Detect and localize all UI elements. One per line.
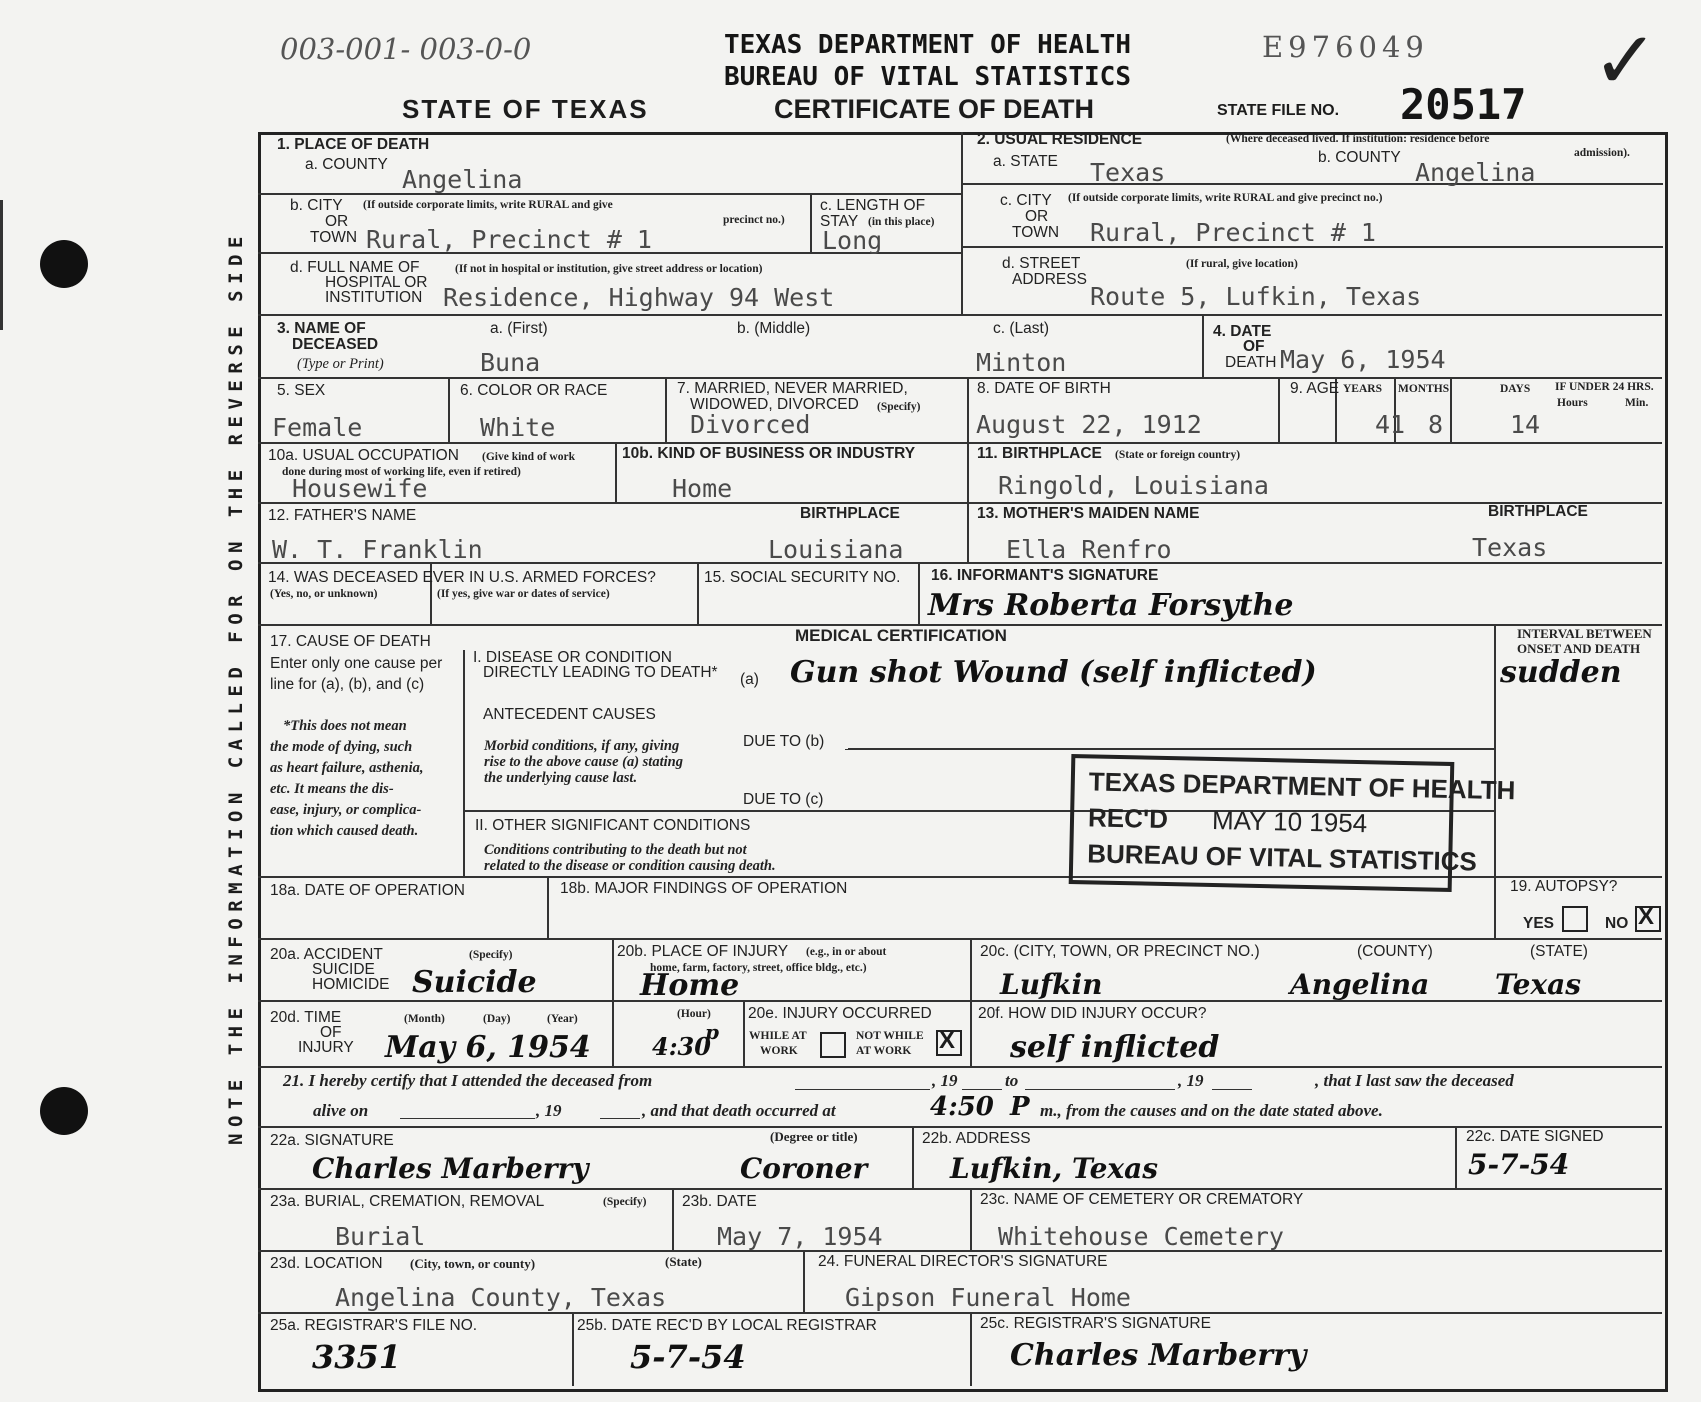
footnote2: the mode of dying, such xyxy=(270,739,413,755)
rule-v xyxy=(967,377,969,502)
autopsy-no-mark: X xyxy=(1638,903,1655,930)
label-father-bp: BIRTHPLACE xyxy=(800,505,900,522)
label-hour: (Hour) xyxy=(677,1008,711,1020)
label-res-state: a. STATE xyxy=(993,153,1058,170)
label-while-at: WHILE AT xyxy=(749,1030,807,1042)
cert-line-blank1 xyxy=(795,1089,930,1090)
stamp-recd-label: REC'D xyxy=(1087,802,1169,835)
label-street: d. STREET xyxy=(1002,255,1081,272)
armed-note2: (If yes, give war or dates of service) xyxy=(437,588,610,600)
rule xyxy=(258,193,961,195)
label-year: (Year) xyxy=(547,1013,578,1025)
check-mark-icon: ✓ xyxy=(1592,16,1660,105)
label-last: c. (Last) xyxy=(993,320,1049,337)
footnote5: ease, injury, or complica- xyxy=(270,802,422,818)
label-res-city: c. CITY xyxy=(1000,192,1052,209)
rule xyxy=(258,502,1662,504)
cert-line-blank4 xyxy=(1212,1089,1252,1090)
label-injury-state: (STATE) xyxy=(1530,943,1588,960)
cert-line-blank5 xyxy=(400,1118,535,1119)
label-place-of-death: 1. PLACE OF DEATH xyxy=(277,136,430,153)
label-autopsy: 19. AUTOPSY? xyxy=(1510,878,1618,895)
rule xyxy=(258,938,1662,940)
stamp-line3: BUREAU OF VITAL STATISTICS xyxy=(1087,838,1478,877)
label-middle: b. (Middle) xyxy=(737,320,811,337)
rule xyxy=(258,1312,1662,1314)
label-res-city-or: OR xyxy=(1025,208,1049,225)
injury-time-value: May 6, 1954 xyxy=(385,1030,591,1065)
label-hours: Hours xyxy=(1557,397,1588,409)
injury-county-value: Angelina xyxy=(1290,968,1430,1001)
label-disease-a: (a) xyxy=(740,671,759,688)
label-sex: 5. SEX xyxy=(277,382,326,399)
cert-line-blank6 xyxy=(600,1118,640,1119)
autopsy-yes-checkbox[interactable] xyxy=(1562,906,1588,932)
death-ampm-value: P xyxy=(1010,1092,1030,1122)
punch-hole-bottom xyxy=(40,1087,88,1135)
state-file-number: 20517 xyxy=(1400,80,1527,129)
label-marital-specify: (Specify) xyxy=(877,401,921,413)
label-stay: STAY xyxy=(820,213,859,230)
rule-v xyxy=(463,650,465,876)
rule xyxy=(258,1000,1662,1002)
injury-city-value: Lufkin xyxy=(1000,968,1103,1001)
label-disease1: I. DISEASE OR CONDITION xyxy=(473,649,672,666)
hospital-value: Residence, Highway 94 West xyxy=(443,283,835,312)
label-mother: 13. MOTHER'S MAIDEN NAME xyxy=(977,505,1200,522)
received-stamp xyxy=(1069,754,1516,892)
agency-line1: TEXAS DEPARTMENT OF HEALTH xyxy=(724,30,1131,60)
rule-v xyxy=(1450,377,1452,442)
stamp-line1: TEXAS DEPARTMENT OF HEALTH xyxy=(1088,766,1516,806)
age-months-value: 8 xyxy=(1428,410,1444,439)
label-registrar-file: 25a. REGISTRAR'S FILE NO. xyxy=(270,1317,478,1334)
rule-v xyxy=(547,876,549,938)
funeral-home-value: Gipson Funeral Home xyxy=(845,1283,1131,1312)
rule-v xyxy=(743,1000,745,1066)
sex-value: Female xyxy=(272,413,363,442)
rule xyxy=(963,183,1663,185)
label-county: a. COUNTY xyxy=(305,156,388,173)
rule xyxy=(258,1066,1662,1068)
label-other1: II. OTHER SIGNIFICANT CONDITIONS xyxy=(475,817,751,834)
label-month: (Month) xyxy=(404,1013,445,1025)
mother-name-value: Ella Renfro xyxy=(1006,535,1172,564)
label-registrar-signature: 25c. REGISTRAR'S SIGNATURE xyxy=(980,1315,1211,1332)
label-res-city-town: TOWN xyxy=(1012,224,1060,241)
punch-hole-top xyxy=(40,240,88,288)
street-note: (If rural, give location) xyxy=(1186,258,1298,270)
label-findings: 18b. MAJOR FINDINGS OF OPERATION xyxy=(560,880,848,897)
rule-v xyxy=(615,442,617,502)
age-years-value: 41 xyxy=(1375,410,1406,439)
disposition-value: Burial xyxy=(335,1222,426,1251)
label-industry: 10b. KIND OF BUSINESS OR INDUSTRY xyxy=(622,445,916,462)
footnote4: etc. It means the dis- xyxy=(270,781,394,797)
signer-address-value: Lufkin, Texas xyxy=(950,1152,1159,1185)
label-interval: INTERVAL BETWEEN xyxy=(1517,626,1652,641)
footnote1: *This does not mean xyxy=(283,718,407,734)
not-at-work-mark: X xyxy=(939,1027,956,1054)
label-city: b. CITY xyxy=(290,197,343,214)
informant-signature: Mrs Roberta Forsythe xyxy=(928,588,1294,623)
file-code-left: 003-001- 003-0-0 xyxy=(280,32,532,66)
res-state-value: Texas xyxy=(1090,158,1166,187)
res-county-value: Angelina xyxy=(1415,158,1536,187)
label-burial-specify: (Specify) xyxy=(603,1196,647,1208)
cert-occurred: , and that death occurred at xyxy=(642,1101,836,1120)
rule-v xyxy=(448,377,450,442)
label-date: 4. DATE xyxy=(1213,323,1272,340)
label-armed-forces: 14. WAS DECEASED EVER IN U.S. ARMED FORCES? xyxy=(268,569,656,586)
stay-length-value: Long xyxy=(822,226,883,255)
injury-place-value: Home xyxy=(640,968,740,1003)
rule xyxy=(258,314,1662,316)
city-note2: precinct no.) xyxy=(723,214,785,226)
label-marital: 7. MARRIED, NEVER MARRIED, xyxy=(677,380,908,397)
label-not-while: NOT WHILE xyxy=(856,1030,924,1042)
footnote3: as heart failure, asthenia, xyxy=(270,760,424,776)
label-length-of-stay: c. LENGTH OF xyxy=(820,197,926,214)
label-hospital3: INSTITUTION xyxy=(325,289,423,306)
signature-value: Charles Marberry xyxy=(312,1152,589,1185)
date-recd-value: 5-7-54 xyxy=(630,1338,746,1376)
date-of-birth-value: August 22, 1912 xyxy=(976,410,1202,439)
label-street2: ADDRESS xyxy=(1012,271,1087,288)
age-days-value: 14 xyxy=(1510,410,1541,439)
footnote6: tion which caused death. xyxy=(270,823,419,839)
occupation-note: (Give kind of work xyxy=(482,451,575,463)
label-injury-occurred: 20e. INJURY OCCURRED xyxy=(748,1005,932,1022)
injury-state-value: Texas xyxy=(1495,968,1582,1001)
label-how-injury: 20f. HOW DID INJURY OCCUR? xyxy=(978,1005,1207,1022)
morbid2: rise to the above cause (a) stating xyxy=(484,754,683,770)
label-hospital2: HOSPITAL OR xyxy=(325,274,428,291)
label-injury-city: 20c. (CITY, TOWN, OR PRECINCT NO.) xyxy=(980,943,1260,960)
label-min: Min. xyxy=(1625,397,1649,409)
label-place-injury: 20b. PLACE OF INJURY xyxy=(617,943,789,960)
rule-v xyxy=(970,1188,972,1250)
occupation-note2: done during most of working life, even if retired) xyxy=(282,466,521,478)
label-race: 6. COLOR OR RACE xyxy=(460,382,608,399)
marital-value: Divorced xyxy=(690,410,811,439)
label-under-24: IF UNDER 24 HRS. xyxy=(1555,381,1654,393)
registrar-file-value: 3351 xyxy=(312,1338,402,1376)
label-cemetery: 23c. NAME OF CEMETERY OR CREMATORY xyxy=(980,1191,1304,1208)
document-title: CERTIFICATE OF DEATH xyxy=(774,94,1094,124)
rule xyxy=(258,1126,1662,1128)
res-city-value: Rural, Precinct # 1 xyxy=(1090,218,1376,247)
interval-value: sudden xyxy=(1500,655,1622,690)
birthplace-note: (State or foreign country) xyxy=(1115,449,1241,461)
label-autopsy-yes: YES xyxy=(1523,915,1555,932)
death-county-value: Angelina xyxy=(402,165,523,194)
hospital-note: (If not in hospital or institution, give street address or location) xyxy=(455,263,763,275)
label-date-death: DEATH xyxy=(1225,354,1277,371)
rule-v xyxy=(665,377,667,442)
label-antecedent: ANTECEDENT CAUSES xyxy=(483,706,656,723)
rule-v xyxy=(672,1188,674,1250)
label-time-of: 20d. TIME xyxy=(270,1009,342,1026)
cert-19c: , 19 xyxy=(536,1101,562,1120)
cert-last: , that I last saw the deceased xyxy=(1315,1071,1514,1090)
manner-value: Suicide xyxy=(412,965,537,1000)
death-time-value: 4:50 xyxy=(930,1092,994,1122)
label-years: YEARS xyxy=(1343,383,1382,395)
morbid3: the underlying cause last. xyxy=(484,770,638,786)
stamp-recd-date: MAY 10 1954 xyxy=(1211,804,1368,839)
burial-location-value: Angelina County, Texas xyxy=(335,1283,667,1312)
label-due-b: DUE TO (b) xyxy=(743,733,825,750)
label-res-county: b. COUNTY xyxy=(1318,149,1401,166)
label-city-town: TOWN xyxy=(310,229,358,246)
cert-to: to xyxy=(1005,1071,1019,1090)
label-usual-residence: 2. USUAL RESIDENCE xyxy=(977,131,1143,148)
label-date-signed: 22c. DATE SIGNED xyxy=(1466,1128,1604,1145)
rule-v xyxy=(1278,377,1280,442)
rule-v xyxy=(970,1312,972,1386)
injury-hour-value: 4:30 xyxy=(652,1032,711,1061)
rule xyxy=(258,1250,1662,1252)
file-code-right: E976049 xyxy=(1262,30,1429,64)
injury-ampm-value: p xyxy=(705,1020,719,1044)
label-months: MONTHS xyxy=(1398,383,1450,395)
label-days: DAYS xyxy=(1500,383,1531,395)
label-homicide: HOMICIDE xyxy=(312,976,390,993)
place-injury-note2: home, farm, factory, street, office bldg., etc.) xyxy=(650,962,867,974)
rule-v xyxy=(961,132,963,314)
race-value: White xyxy=(480,413,556,442)
registrar-signature-value: Charles Marberry xyxy=(1010,1338,1307,1373)
cert-line-blank2 xyxy=(962,1089,1002,1090)
side-note: NOTE THE INFORMATION CALLED FOR ON THE REVERSE SIDE xyxy=(225,230,247,1145)
due-b-line xyxy=(845,749,1495,750)
label-at-work: AT WORK xyxy=(856,1045,912,1057)
res-street-value: Route 5, Lufkin, Texas xyxy=(1090,282,1422,311)
death-city-value: Rural, Precinct # 1 xyxy=(366,225,652,254)
label-deceased: DECEASED xyxy=(292,336,379,353)
label-name-of: 3. NAME OF xyxy=(277,320,366,337)
residence-note: (Where deceased lived. If institution: residence before xyxy=(1226,133,1490,145)
label-degree: (Degree or title) xyxy=(770,1129,858,1144)
occupation-value: Housewife xyxy=(292,474,428,503)
label-age: 9. AGE xyxy=(1290,380,1340,397)
cert-line-blank3 xyxy=(1025,1089,1175,1090)
label-type-or-print: (Type or Print) xyxy=(297,356,384,372)
signer-title-value: Coroner xyxy=(740,1152,868,1185)
label-city-or: OR xyxy=(325,213,349,230)
label-hospital: d. FULL NAME OF xyxy=(290,259,420,276)
cause-a-value: Gun shot Wound (self inflicted) xyxy=(790,655,1317,690)
first-name-value: Buna xyxy=(480,348,541,377)
how-injury-value: self inflicted xyxy=(1010,1030,1220,1065)
label-occupation: 10a. USUAL OCCUPATION xyxy=(268,447,459,464)
rule-v xyxy=(970,938,972,1066)
other2: Conditions contributing to the death but not xyxy=(484,842,747,858)
rule-v xyxy=(1455,1126,1457,1188)
label-marital2: WIDOWED, DIVORCED xyxy=(690,396,859,413)
label-address: 22b. ADDRESS xyxy=(922,1130,1031,1147)
label-date-operation: 18a. DATE OF OPERATION xyxy=(270,882,465,899)
cemetery-value: Whitehouse Cemetery xyxy=(998,1222,1284,1251)
rule-v xyxy=(810,193,812,252)
location-state: (State) xyxy=(665,1254,702,1269)
label-injury: INJURY xyxy=(298,1039,354,1056)
label-informant: 16. INFORMANT'S SIGNATURE xyxy=(931,567,1159,584)
label-while-work: WORK xyxy=(760,1045,798,1057)
rule-v xyxy=(612,938,614,1066)
rule xyxy=(258,442,1662,444)
cert-m: m., from the causes and on the date stated above. xyxy=(1040,1101,1383,1120)
label-father: 12. FATHER'S NAME xyxy=(268,507,417,524)
label-date-of: OF xyxy=(1243,338,1265,355)
label-suicide: SUICIDE xyxy=(312,961,375,978)
cert-19a: , 19 xyxy=(932,1071,958,1090)
label-mother-bp: BIRTHPLACE xyxy=(1488,503,1588,520)
place-injury-note: (e.g., in or about xyxy=(806,946,887,958)
date-signed-value: 5-7-54 xyxy=(1468,1148,1570,1181)
label-first: a. (First) xyxy=(490,320,548,337)
date-of-death-value: May 6, 1954 xyxy=(1280,345,1446,374)
label-burial: 23a. BURIAL, CREMATION, REMOVAL xyxy=(270,1193,545,1210)
agency-line2: BUREAU OF VITAL STATISTICS xyxy=(724,62,1131,92)
armed-note: (Yes, no, or unknown) xyxy=(270,588,378,600)
rule-v xyxy=(803,1250,805,1312)
location-note: (City, town, or county) xyxy=(410,1256,536,1271)
rule-v xyxy=(918,562,920,624)
label-funeral-director: 24. FUNERAL DIRECTOR'S SIGNATURE xyxy=(818,1253,1108,1270)
cause-note2: line for (a), (b), and (c) xyxy=(270,676,425,693)
rule xyxy=(258,1188,1662,1190)
label-autopsy-no: NO xyxy=(1605,915,1629,932)
rule-v xyxy=(1202,314,1204,377)
cert-alive: alive on xyxy=(313,1101,369,1120)
cert-line1: 21. I hereby certify that I attended the deceased from xyxy=(283,1071,653,1090)
label-due-c: DUE TO (c) xyxy=(743,791,824,808)
birthplace-value: Ringold, Louisiana xyxy=(998,471,1269,500)
stay-note: (in this place) xyxy=(868,216,935,228)
state-title: STATE OF TEXAS xyxy=(402,94,649,124)
label-location: 23d. LOCATION xyxy=(270,1255,383,1272)
industry-value: Home xyxy=(672,474,733,503)
father-name-value: W. T. Franklin xyxy=(272,535,483,564)
label-ssn: 15. SOCIAL SECURITY NO. xyxy=(704,569,901,586)
label-20a-specify: (Specify) xyxy=(469,949,513,961)
label-accident: 20a. ACCIDENT xyxy=(270,946,383,963)
father-birthplace-value: Louisiana xyxy=(768,535,904,564)
cause-note1: Enter only one cause per xyxy=(270,655,443,672)
label-day: (Day) xyxy=(483,1013,511,1025)
while-at-work-checkbox[interactable] xyxy=(820,1032,846,1058)
label-interval2: ONSET AND DEATH xyxy=(1517,641,1641,656)
last-name-value: Minton xyxy=(976,348,1067,377)
cert-19b: , 19 xyxy=(1178,1071,1204,1090)
morbid1: Morbid conditions, if any, giving xyxy=(484,738,680,754)
label-disease2: DIRECTLY LEADING TO DEATH* xyxy=(483,664,718,681)
label-dob: 8. DATE OF BIRTH xyxy=(977,380,1111,397)
city-note: (If outside corporate limits, write RURAL and give xyxy=(363,199,613,211)
label-date-recd: 25b. DATE REC'D BY LOCAL REGISTRAR xyxy=(577,1317,877,1334)
label-medical-cert: MEDICAL CERTIFICATION xyxy=(795,626,1007,645)
other3: related to the disease or condition causing death. xyxy=(484,858,776,874)
rule-v xyxy=(967,502,969,562)
mother-birthplace-value: Texas xyxy=(1472,533,1548,562)
burial-date-value: May 7, 1954 xyxy=(717,1222,883,1251)
rule-v xyxy=(697,562,699,624)
label-signature: 22a. SIGNATURE xyxy=(270,1132,394,1149)
label-burial-date: 23b. DATE xyxy=(682,1193,757,1210)
label-birthplace: 11. BIRTHPLACE xyxy=(977,445,1102,462)
label-time-of2: OF xyxy=(320,1024,342,1041)
page-edge-mark xyxy=(0,200,3,330)
rule-v xyxy=(572,1312,574,1386)
state-file-label: STATE FILE NO. xyxy=(1217,102,1340,119)
label-cause-of-death: 17. CAUSE OF DEATH xyxy=(270,633,431,650)
residence-note2: admission). xyxy=(1574,147,1630,159)
rule-v xyxy=(912,1126,914,1188)
label-injury-county: (COUNTY) xyxy=(1357,943,1433,960)
res-city-note: (If outside corporate limits, write RURAL and give precinct no.) xyxy=(1068,192,1383,204)
